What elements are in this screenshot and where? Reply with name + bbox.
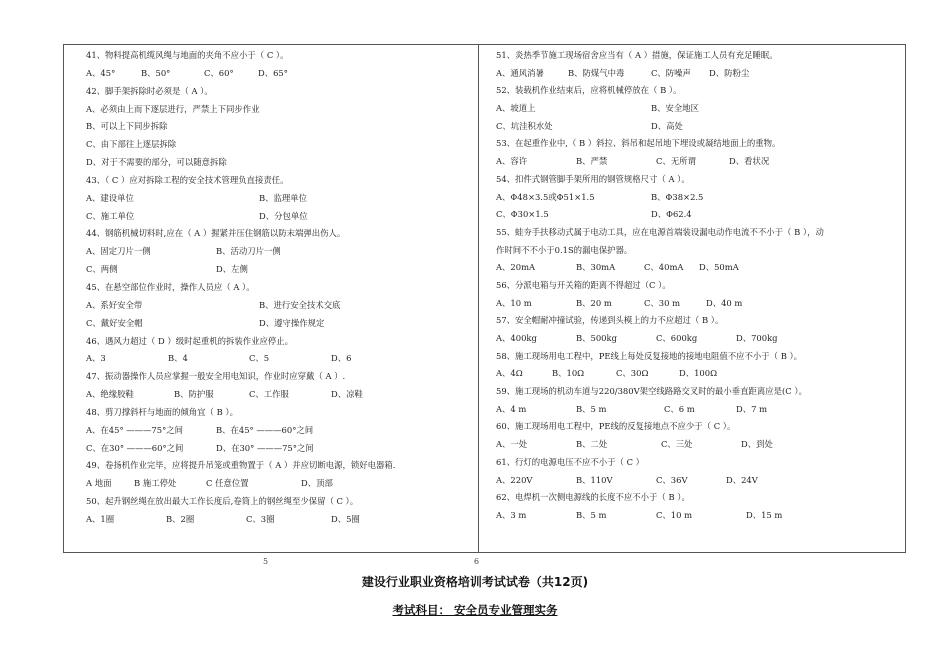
option-42-c: C、由下部往上逐层拆除: [86, 139, 177, 150]
options-43-cd: C、施工单位 D、分包单位: [86, 210, 308, 221]
question-60: 60、施工现场用电工程中，PE线的反复接地点不应少于（ C ）。: [496, 421, 736, 432]
question-42: 42、脚手架拆除时必须是（ A ）。: [86, 85, 213, 96]
question-54: 54、扣件式钢管脚手架所用的钢管规格尺寸（ A ）。: [496, 173, 690, 184]
options-48-ab: A、在45° ———75°之间 B、在45° ———60°之间: [86, 424, 314, 435]
question-41: 41、物料提高机缆风绳与地面的夹角不应小于（ C ）。: [86, 50, 289, 60]
options-51: A、通风消暑 B、防煤气中毒 C、防噪声 D、防粉尘: [496, 67, 750, 78]
page-number-left: 5: [263, 557, 269, 566]
options-50: A、1圈 B、2圈 C、3圈 D、5圈: [86, 513, 360, 524]
question-53: 53、在起重作业中,（ B ）斜拉、斜吊和起吊地下埋设或凝结地面上的重物。: [496, 138, 781, 149]
question-56: 56、分派电箱与开关箱的距离不得超过（C ）。: [496, 279, 671, 290]
page-number-right: 6: [474, 557, 480, 566]
question-43: 43、（ C ）应对拆除工程的安全技术管理负直接责任。: [86, 174, 289, 185]
question-52: 52、装载机作业结束后，应将机械停放在（ B ）。: [496, 85, 682, 96]
question-48: 48、剪刀撑斜杆与地面的倾角宜（ B ）。: [86, 406, 238, 417]
options-45-ab: A、系好安全带 B、进行安全技术交底: [86, 299, 341, 310]
options-59: A、4 m B、5 m C、6 m D、7 m: [496, 403, 768, 414]
options-48-cd: C、在30° ———60°之间 D、在30° ———75°之间: [86, 442, 314, 453]
question-51: 51、炎热季节施工现场宿舍应当有（ A ）措施，保证施工人员有充足睡眠。: [496, 50, 778, 60]
question-49: 49、卷扬机作业完毕，应将提升吊笼或重物置于（ A ）并应切断电源，锁好电器箱.: [86, 460, 396, 471]
options-49: A 地面 B 施工停处 C 任意位置 D、顶部: [86, 478, 333, 489]
question-57: 57、安全帽耐冲撞试验，传递到头模上的力不应超过（ B ）。: [496, 315, 724, 326]
options-62: A、3 m B、5 m C、10 m D、15 m: [496, 509, 783, 520]
options-56: A、10 m B、20 m C、30 m D、40 m: [496, 297, 743, 308]
options-53: A、容许 B、严禁 C、无所谓 D、看状况: [496, 156, 770, 167]
options-45-cd: C、戴好安全帽 D、遵守操作规定: [86, 317, 325, 328]
column-divider: [478, 44, 479, 553]
question-47: 47、振动器操作人员应掌握一般安全用电知识，作业时应穿戴（ A ）.: [86, 371, 346, 382]
options-41: A、45° B、50° C、60° D、65°: [86, 67, 288, 78]
question-45: 45、在悬空部位作业时，操作人员应（ A ）。: [86, 281, 255, 292]
question-62: 62、电焊机一次侧电源线的长度不应不小于（ B ）。: [496, 492, 690, 503]
options-55: A、20mA B、30mA C、40mA D、50mA: [496, 262, 739, 273]
options-43-ab: A、建设单位 B、监理单位: [86, 192, 308, 203]
question-55: 55、蛙夯手扶移动式属于电动工具，应在电源首端装设漏电动作电流不不小于（ B ），动: [496, 226, 824, 237]
question-58: 58、施工现场用电工程中，PE线上每处反复接地的接地电阻值不应不小于（ B ）。: [496, 350, 803, 361]
options-54-ab: A、Φ48×3.5或Φ51×1.5 B、Φ38×2.5: [496, 191, 704, 202]
exam-title: 建设行业职业资格培训考试试卷（共12页): [361, 575, 589, 589]
question-55-cont: 作时间不不小于0.1S的漏电保护器。: [496, 244, 633, 255]
options-52-cd: C、坑洼积水处 D、高处: [496, 120, 683, 131]
options-46: A、3 B、4 C、5 D、6: [86, 353, 352, 364]
options-61: A、220V B、110V C、36V D、24V: [496, 474, 758, 485]
question-50: 50、起升钢丝绳在放出最大工作长度后,卷筒上的钢丝绳至少保留（ C ）。: [86, 496, 359, 507]
option-42-d: D、对于不需要的部分，可以随意拆除: [86, 157, 227, 168]
question-44: 44、钢筋机械切料时,应在（ A ）握紧并压住钢筋以防末端弹出伤人。: [86, 228, 346, 239]
question-61: 61、行灯的电源电压不应不小于（ C ）: [496, 456, 645, 467]
exam-subject-text: 考试科目： 安全员专业管理实务: [392, 603, 558, 617]
options-57: A、400kg B、500kg C、600kg D、700kg: [496, 333, 778, 343]
left-column: [86, 50, 472, 532]
options-52-ab: A、坡道上 B、安全地区: [496, 103, 700, 114]
option-42-b: B、可以上下同步拆除: [86, 121, 168, 132]
options-47: A、绝缘胶鞋 B、防护服 C、工作服 D、凉鞋: [86, 389, 363, 400]
options-58: A、4Ω B、10Ω C、30Ω D、100Ω: [496, 368, 718, 379]
options-44-cd: C、两侧 D、左侧: [86, 264, 248, 275]
exam-subject: [0, 602, 950, 618]
question-59: 59、施工现场的机动车道与220/380V架空线路路交叉时的最小垂直距离应是(C ）。: [496, 386, 807, 397]
options-60: A、一处 B、二处 C、三处 D、到处: [496, 439, 773, 450]
option-42-a: A、必须由上而下逐层进行，严禁上下同步作业: [86, 103, 260, 114]
question-46: 46、遇风力超过（ D ）级时起重机的拆装作业应停止。: [86, 335, 293, 346]
options-54-cd: C、Φ30×1.5 D、Φ62.4: [496, 209, 692, 220]
options-44-ab: A、固定刀片一侧 B、活动刀片一侧: [86, 246, 281, 257]
right-column: [496, 50, 900, 528]
